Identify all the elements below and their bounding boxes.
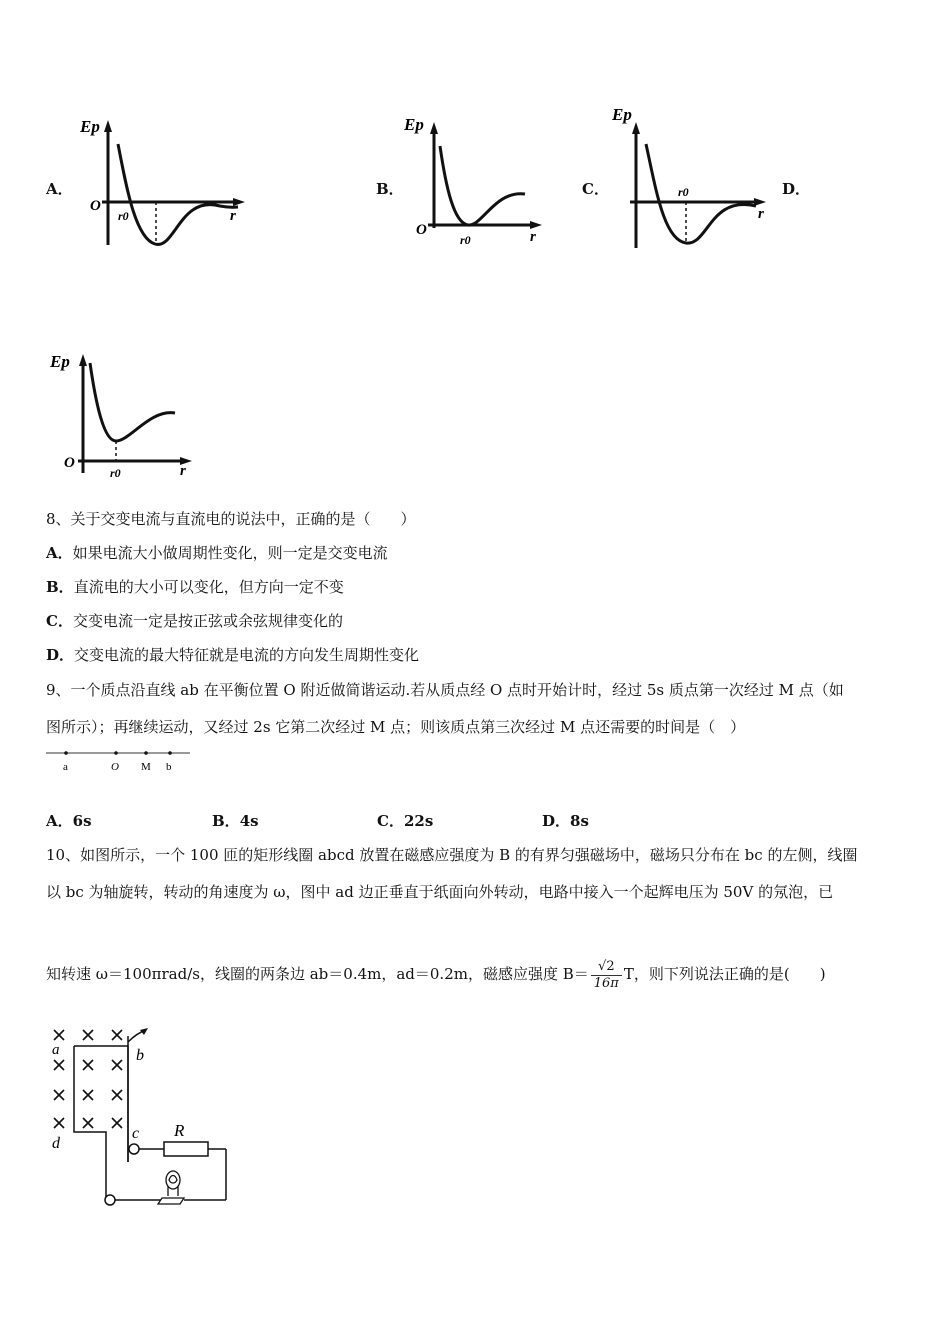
ep-label: Ep bbox=[612, 105, 632, 124]
option-label: C． bbox=[377, 812, 404, 830]
r0-label: r0 bbox=[110, 466, 121, 480]
option-text: 22s bbox=[403, 812, 434, 830]
r-label: r bbox=[230, 208, 236, 224]
q10-stem-line3 bbox=[46, 952, 826, 996]
origin-label: O bbox=[64, 455, 75, 471]
option-text: 6s bbox=[72, 812, 92, 830]
ep-label: Ep bbox=[404, 115, 424, 134]
option-text: 交变电流一定是按正弦或余弦规律变化的 bbox=[72, 612, 343, 630]
line3-pre: 知转速 ω＝100πrad/s，线圈的两条边 ab＝0.4m，ad＝0.2m，磁感应强度 B＝ bbox=[46, 965, 589, 983]
label-a: a bbox=[52, 1042, 60, 1058]
graph-b bbox=[400, 108, 550, 253]
axis-label-b: b bbox=[166, 761, 172, 773]
q10-stem-line2: 以 bc 为轴旋转，转动的角速度为 ω，图中 ad 边正垂直于纸面向外转动，电路中接入一个起辉电压为 50V 的氖泡，已 bbox=[46, 883, 834, 901]
r-label: r bbox=[758, 206, 764, 222]
r0-label: r0 bbox=[460, 233, 471, 247]
q9-stem-line1: 9、一个质点沿直线 ab 在平衡位置 O 附近做简谐运动.若从质点经 O 点时开始计时，经过 5s 质点第一次经过 M 点（如 bbox=[46, 681, 844, 699]
option-label: D． bbox=[46, 646, 75, 664]
q8-stem: 8、关于交变电流与直流电的说法中，正确的是（ ） bbox=[46, 510, 416, 528]
fraction-denominator: 16π bbox=[593, 975, 619, 991]
neon-lamp-icon bbox=[158, 1171, 184, 1204]
option-label: A． bbox=[46, 544, 73, 562]
resistor-r bbox=[164, 1142, 208, 1156]
q8-option-c[interactable] bbox=[46, 611, 343, 631]
line3-post: T，则下列说法正确的是( ) bbox=[623, 965, 826, 983]
q8-option-a[interactable] bbox=[46, 543, 388, 563]
axis-label-o: O bbox=[111, 761, 119, 773]
axis-label-a: a bbox=[63, 761, 68, 773]
q9-option-a[interactable] bbox=[46, 811, 92, 831]
q8-option-b[interactable] bbox=[46, 577, 344, 597]
option-label: B． bbox=[46, 578, 74, 596]
q9-option-c[interactable] bbox=[377, 811, 433, 831]
q9-option-b[interactable] bbox=[212, 811, 259, 831]
option-text: 交变电流的最大特征就是电流的方向发生周期性变化 bbox=[74, 646, 420, 664]
axis-label-m: M bbox=[141, 761, 151, 773]
q8-option-d[interactable] bbox=[46, 645, 419, 665]
ep-label: Ep bbox=[80, 117, 100, 136]
magnetic-field-crosses bbox=[54, 1030, 122, 1128]
label-c: c bbox=[132, 1125, 140, 1142]
option-label: D． bbox=[542, 812, 571, 830]
origin-label: O bbox=[416, 222, 427, 238]
fraction-numerator: √2 bbox=[591, 959, 622, 976]
r-label: r bbox=[530, 229, 536, 245]
q9-stem-line2: 图所示）；再继续运动，又经过 2s 它第二次经过 M 点；则该质点第三次经过 M 点还需要的时间是（ ） bbox=[46, 718, 746, 736]
graph-a bbox=[80, 110, 260, 255]
option-text: 4s bbox=[239, 812, 259, 830]
option-text: 直流电的大小可以变化，但方向一定不变 bbox=[73, 578, 344, 596]
q7-option-c-label[interactable]: C． bbox=[582, 180, 609, 198]
option-label: A． bbox=[46, 812, 73, 830]
q7-option-a-label[interactable]: A． bbox=[46, 180, 73, 198]
q7-option-b-label[interactable]: B． bbox=[376, 180, 404, 198]
option-text: 如果电流大小做周期性变化，则一定是交变电流 bbox=[72, 544, 388, 562]
q9-axis-diagram bbox=[44, 745, 194, 775]
q10-coil-circuit-diagram bbox=[44, 1022, 244, 1212]
r-label: r bbox=[180, 463, 186, 479]
b-fraction bbox=[591, 959, 622, 992]
option-text: 8s bbox=[570, 812, 589, 830]
q9-option-d[interactable] bbox=[542, 811, 589, 831]
label-d: d bbox=[52, 1135, 60, 1152]
label-b: b bbox=[136, 1047, 144, 1064]
label-r: R bbox=[174, 1121, 185, 1140]
q7-option-d-label[interactable]: D． bbox=[782, 180, 811, 198]
r0-label: r0 bbox=[678, 185, 689, 199]
origin-label: O bbox=[90, 198, 101, 214]
option-label: B． bbox=[212, 812, 240, 830]
option-label: C． bbox=[46, 612, 73, 630]
graph-c bbox=[608, 100, 778, 255]
ep-label: Ep bbox=[50, 352, 70, 371]
graph-d bbox=[50, 345, 210, 485]
q10-stem-line1: 10、如图所示，一个 100 匝的矩形线圈 abcd 放置在磁感应强度为 B 的有界匀强磁场中，磁场只分布在 bc 的左侧，线圈 bbox=[46, 846, 858, 864]
r0-label: r0 bbox=[118, 209, 129, 223]
